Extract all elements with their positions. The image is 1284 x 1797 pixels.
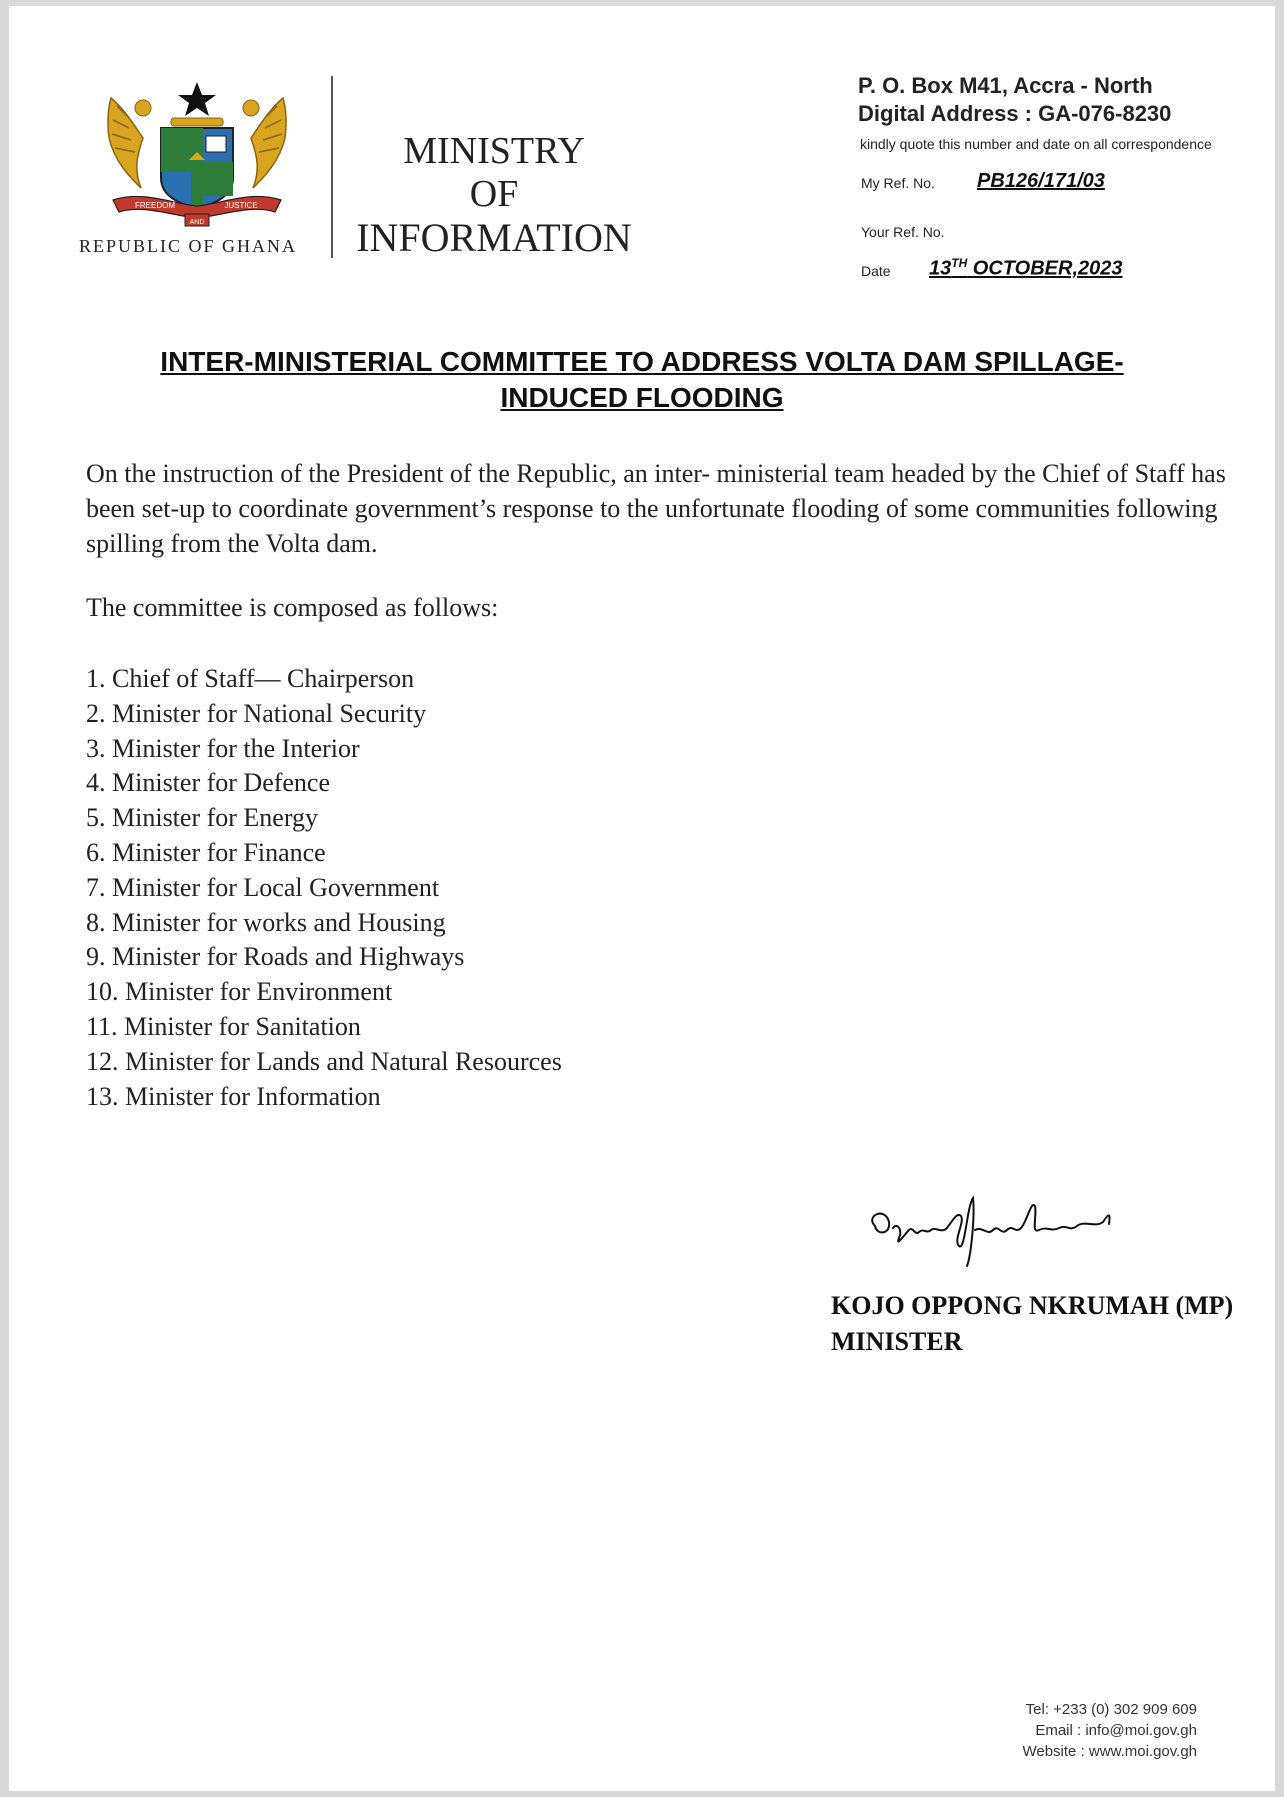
contact-tel: Tel: +233 (0) 302 909 609 — [1025, 1701, 1197, 1718]
date-day: 13 — [929, 257, 952, 280]
crest-motto-center: AND — [189, 219, 205, 226]
country-name: REPUBLIC OF GHANA — [79, 236, 298, 256]
list-item: 3. Minister for the Interior — [86, 733, 360, 763]
handwritten-signature — [855, 1186, 1155, 1276]
signer-name: KOJO OPPONG NKRUMAH (MP) — [831, 1291, 1234, 1320]
address-line-2: Digital Address : GA-076-8230 — [858, 101, 1172, 126]
contact-email[interactable]: Email : info@moi.gov.gh — [1035, 1722, 1197, 1739]
list-item: 5. Minister for Energy — [86, 803, 319, 833]
contact-website[interactable]: Website : www.moi.gov.gh — [1022, 1743, 1197, 1760]
list-item: 1. Chief of Staff— Chairperson — [86, 664, 415, 693]
composition-intro: The committee is composed as follows: — [86, 593, 499, 622]
your-ref-label: Your Ref. No. — [861, 224, 945, 240]
header-divider — [331, 76, 333, 258]
title-line-2: INDUCED FLOODING — [500, 382, 784, 413]
postal-address — [858, 72, 1171, 128]
my-ref-label: My Ref. No. — [861, 175, 935, 191]
list-item: 6. Minister for Finance — [86, 837, 326, 867]
list-item: 12. Minister for Lands and Natural Resources — [86, 1046, 562, 1076]
date-value — [929, 256, 1123, 281]
list-item: 13. Minister for Information — [86, 1081, 381, 1111]
ministry-line-1: MINISTRY — [403, 130, 585, 172]
my-ref-value: PB126/171/03 — [977, 170, 1105, 192]
ministry-line-3: INFORMATION — [356, 215, 632, 260]
committee-member-list — [86, 662, 562, 1114]
list-item: 11. Minister for Sanitation — [86, 1011, 361, 1041]
quote-note: kindly quote this number and date on all correspondence — [860, 136, 1212, 152]
list-item: 2. Minister for National Security — [86, 698, 427, 728]
list-item: 10. Minister for Environment — [86, 977, 393, 1007]
contact-footer — [1022, 1699, 1197, 1762]
title-line-1: INTER-MINISTERIAL COMMITTEE TO ADDRESS VOLTA DAM SPILLAGE- — [160, 346, 1124, 377]
document-title — [89, 344, 1195, 416]
list-item: 8. Minister for works and Housing — [86, 907, 446, 937]
ministry-name — [339, 130, 649, 259]
crest-motto-right: JUSTICE — [224, 201, 258, 210]
ghana-coat-of-arms-icon — [103, 78, 291, 228]
list-item: 4. Minister for Defence — [86, 768, 331, 798]
address-line-1: P. O. Box M41, Accra - North — [858, 73, 1153, 98]
date-suffix: TH — [951, 256, 968, 270]
body-paragraph: On the instruction of the President of the Republic, an inter- ministerial team headed by the Chief of Staff has been set-up to coordinate government’s response to the unfortunate flooding of some communities following spilling from the Volta dam. — [86, 459, 1226, 558]
date-label: Date — [861, 263, 891, 279]
ministry-line-2: OF — [469, 173, 519, 215]
letter-page — [9, 6, 1275, 1791]
date-rest: OCTOBER,2023 — [967, 257, 1123, 280]
signer-title: MINISTER — [831, 1327, 963, 1356]
list-item: 9. Minister for Roads and Highways — [86, 942, 465, 972]
list-item: 7. Minister for Local Government — [86, 872, 440, 902]
signatory-block — [831, 1288, 1233, 1360]
crest-motto-left: FREEDOM — [135, 201, 175, 210]
